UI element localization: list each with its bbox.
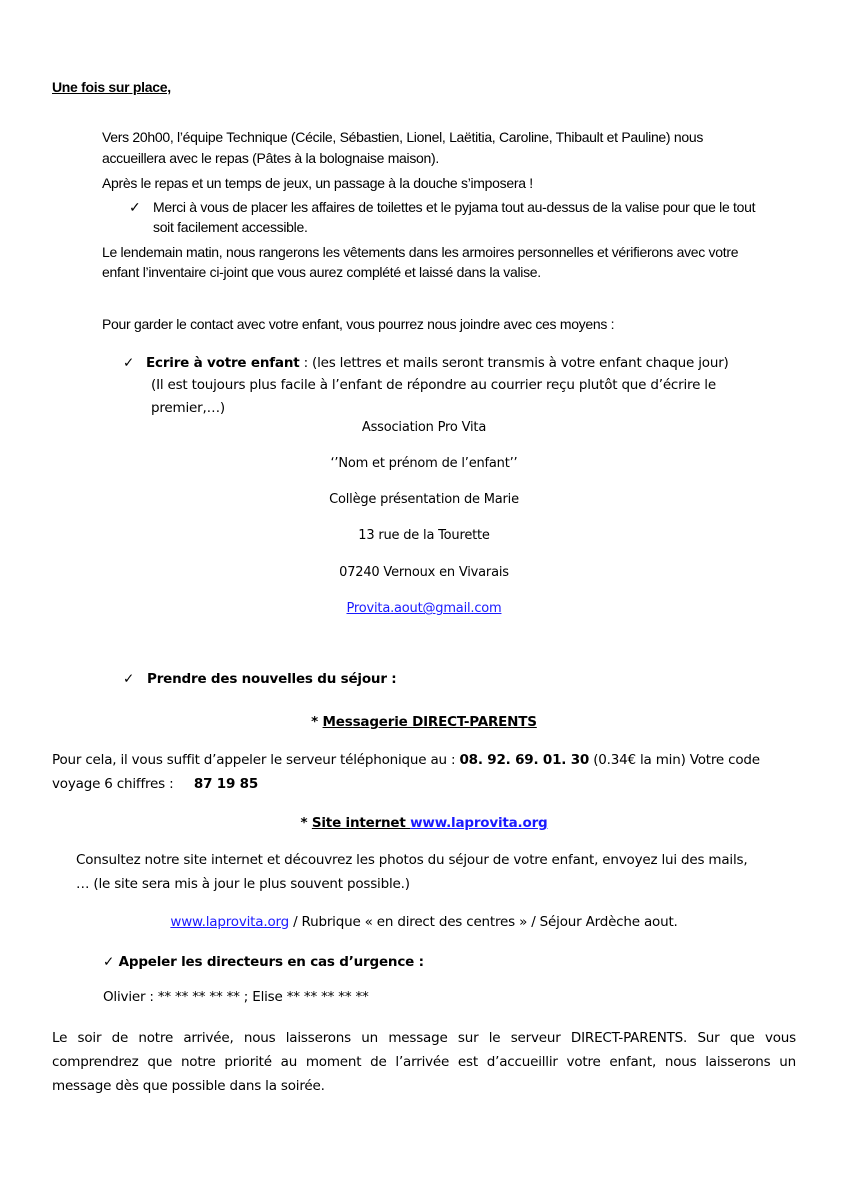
address-line: Association Pro Vita <box>361 420 487 435</box>
phone-number: 08. 92. 69. 01. 30 <box>459 752 590 768</box>
urgence-heading <box>103 954 424 970</box>
address-line: Collège présentation de Marie <box>329 492 519 507</box>
write-title: Ecrire à votre enfant <box>146 355 300 371</box>
address-line: 13 rue de la Tourette <box>358 528 490 543</box>
section-heading: Une fois sur place, <box>52 79 171 95</box>
site-url-link[interactable]: www.laprovita.org <box>410 815 548 831</box>
check-icon: ✓ <box>123 671 135 687</box>
paragraph-line: enfant l’inventaire ci-joint que vous aurez complété et laissé dans la valise. <box>102 264 541 280</box>
check-icon: ✓ <box>129 199 141 215</box>
voyage-code: 87 19 85 <box>193 776 259 792</box>
messagerie-line: voyage 6 chiffres : 87 19 85 <box>52 776 259 792</box>
email-link[interactable]: Provita.aout@gmail.com <box>346 601 502 616</box>
paragraph-line: Pour garder le contact avec votre enfant, vous pourrez nous joindre avec ces moyens : <box>102 316 615 332</box>
messagerie-heading: * Messagerie DIRECT-PARENTS <box>311 714 537 730</box>
final-line: comprendrez que notre priorité au moment de l’arrivée est d’accueillir votre enfant, nous laisserons un <box>52 1054 796 1070</box>
bullet-line: soit facilement accessible. <box>153 219 308 235</box>
final-line: message dès que possible dans la soirée. <box>52 1078 325 1094</box>
news-title: Prendre des nouvelles du séjour : <box>147 671 397 687</box>
write-rest: : (les lettres et mails seront transmis à votre enfant chaque jour) <box>299 355 729 371</box>
paragraph-line: Après le repas et un temps de jeux, un passage à la douche s’imposera ! <box>102 175 533 191</box>
paragraph-line: Vers 20h00, l’équipe Technique (Cécile, Sébastien, Lionel, Laëtitia, Caroline, Thibault et Pauline) nous <box>102 129 704 145</box>
paragraph-line: Le lendemain matin, nous rangerons les vêtements dans les armoires personnelles et vérifierons avec votre <box>102 244 739 260</box>
site-rubrique: www.laprovita.org / Rubrique « en direct des centres » / Séjour Ardèche aout. <box>170 914 678 930</box>
messagerie-title: Messagerie DIRECT-PARENTS <box>322 714 537 730</box>
final-line: Le soir de notre arrivée, nous laisserons un message sur le serveur DIRECT-PARENTS. Sur que vous <box>52 1030 796 1046</box>
urgence-contacts: Olivier : ** ** ** ** ** ; Elise ** ** ** ** ** <box>103 989 369 1005</box>
address-line: 07240 Vernoux en Vivarais <box>339 565 509 580</box>
address-line: ‘’Nom et prénom de l’enfant’’ <box>330 456 518 471</box>
paragraph-line: accueillera avec le repas (Pâtes à la bolognaise maison). <box>102 150 439 166</box>
write-bullet <box>146 355 729 371</box>
urgence-title: Appeler les directeurs en cas d’urgence : <box>118 954 424 970</box>
write-line: (Il est toujours plus facile à l’enfant de répondre au courrier reçu plutôt que d’écrire le <box>151 377 716 393</box>
site-heading: * Site internet www.laprovita.org <box>300 815 548 831</box>
site-line: Consultez notre site internet et découvrez les photos du séjour de votre enfant, envoyez lui des mails, <box>76 852 748 868</box>
site-rubrique-link[interactable]: www.laprovita.org <box>170 914 289 930</box>
check-icon: ✓ <box>123 355 135 371</box>
site-title: Site internet <box>311 815 411 831</box>
write-line: premier,…) <box>151 400 225 416</box>
bullet-line: Merci à vous de placer les affaires de toilettes et le pyjama tout au-dessus de la valise pour que le tout <box>153 199 756 215</box>
check-icon: ✓ <box>103 954 115 970</box>
site-line: … (le site sera mis à jour le plus souvent possible.) <box>76 876 410 892</box>
email-row <box>0 601 848 617</box>
messagerie-line: Pour cela, il vous suffit d’appeler le serveur téléphonique au : 08. 92. 69. 01. 30 (0.34€ la min) Votre code <box>52 752 760 768</box>
